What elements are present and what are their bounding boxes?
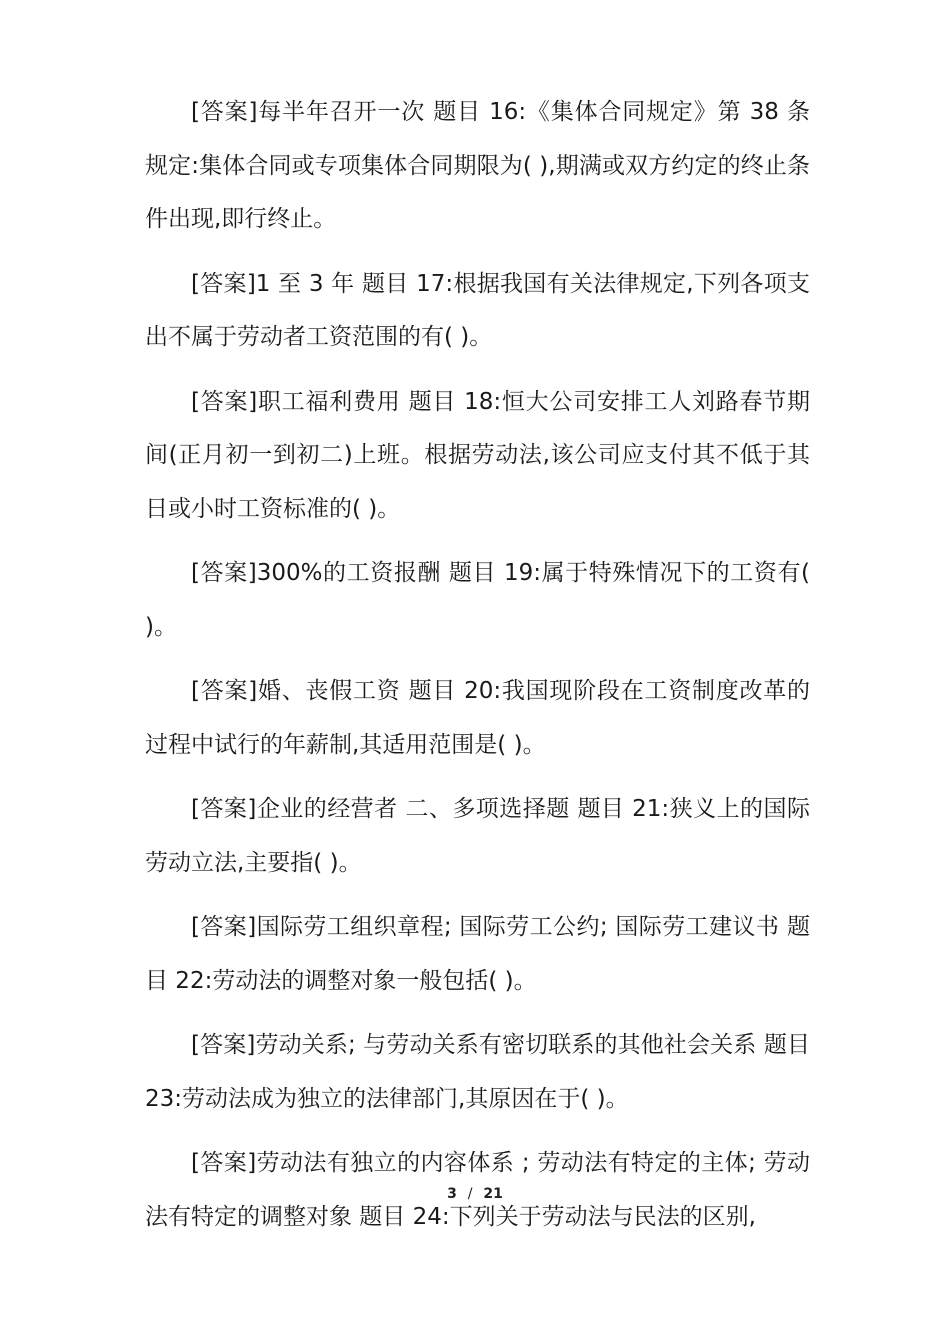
document-body [145,86,810,1255]
paragraph-answer-22: [答案]国际劳工组织章程; 国际劳工公约; 国际劳工建议书 题目 22:劳动法的调整对象一般包括( )。 [145,914,810,994]
paragraph-answer-20: [答案]婚、丧假工资 题目 20:我国现阶段在工资制度改革的过程中试行的年薪制,其适用范围是( )。 [145,678,810,758]
current-page-number: 3 [447,1186,457,1202]
paragraph-answer-18: [答案]职工福利费用 题目 18:恒大公司安排工人刘路春节期间(正月初一到初二)上班。根据劳动法,该公司应支付其不低于其日或小时工资标准的( )。 [145,388,810,522]
paragraph-answer-24: [答案]劳动法有独立的内容体系 ; 劳动法有特定的主体; 劳动法有特定的调整对象 题目 24:下列关于劳动法与民法的区别, [145,1150,810,1230]
page-number [0,1186,950,1202]
paragraph-answer-21: [答案]企业的经营者 二、多项选择题 题目 21:狭义上的国际劳动立法,主要指( )。 [145,796,810,876]
paragraph-answer-19: [答案]300%的工资报酬 题目 19:属于特殊情况下的工资有( )。 [145,560,810,640]
paragraph-answer-16: [答案]每半年召开一次 题目 16:《集体合同规定》第 38 条规定:集体合同或专项集体合同期限为( ),期满或双方约定的终止条件出现,即行终止。 [145,99,810,232]
total-page-count: 21 [483,1186,503,1202]
page-number-separator: / [467,1186,473,1202]
paragraph-answer-23: [答案]劳动关系; 与劳动关系有密切联系的其他社会关系 题目 23:劳动法成为独立的法律部门,其原因在于( )。 [145,1032,810,1112]
paragraph-answer-17: [答案]1 至 3 年 题目 17:根据我国有关法律规定,下列各项支出不属于劳动者工资范围的有( )。 [145,270,810,350]
